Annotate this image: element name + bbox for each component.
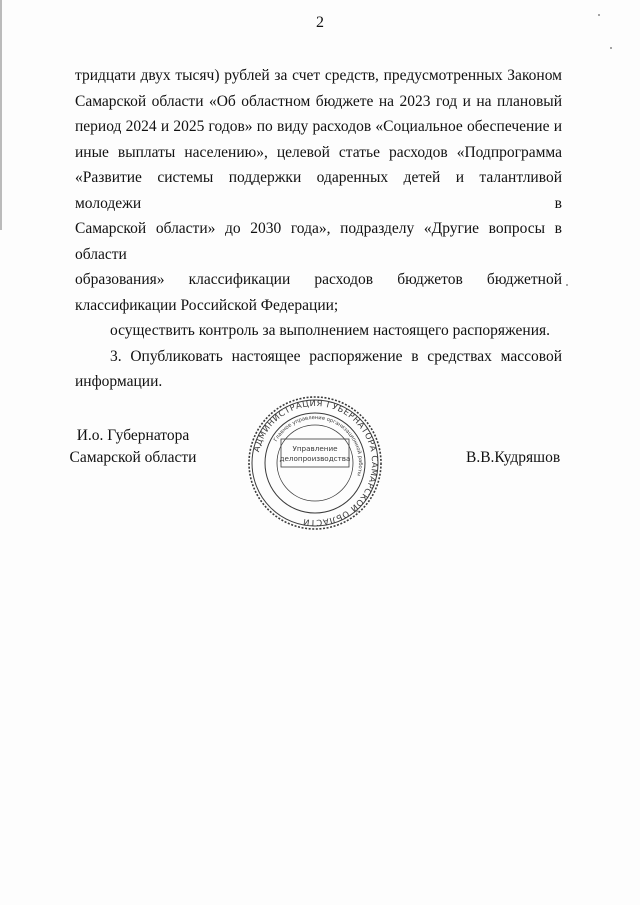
page-number: 2 [316,14,324,31]
signatory-title [68,425,198,469]
scan-speck [598,14,600,16]
body-line-1: тридцати двух тысяч) рублей за счет средств, предусмотренных Законом [75,67,562,84]
document-body [75,63,562,395]
control-paragraph: осуществить контроль за выполнением настоящего распоряжения. [110,322,551,339]
signatory-title-line-2: Самарской области [69,449,197,466]
scan-speck [610,47,612,49]
body-line-2: Самарской области «Об областном бюджете на 2023 год и на плановый [75,92,562,110]
seal-center-line-2: делопроизводства [279,454,351,463]
body-line-6: Самарской области» до 2030 года», подразделу «Другие вопросы в области [75,220,562,263]
body-line-8: классификации Российской Федерации; [75,296,339,314]
official-seal-stamp [247,395,383,531]
item-3-line-1: 3. Опубликовать настоящее распоряжение в средствах массовой [110,347,562,365]
scan-edge-line [0,0,2,230]
body-line-4: иные выплаты населению», целевой статье расходов «Подпрограмма [75,143,562,161]
body-line-5: «Развитие системы поддержки одаренных детей и талантливой молодежи в [75,169,562,212]
signatory-title-line-1: И.о. Губернатора [76,427,190,444]
item-3-line-2: информации. [75,373,163,390]
seal-inner-text: Главное управление организационной работы [272,414,364,477]
body-line-7: образования» классификации расходов бюджетов бюджетной [75,271,562,288]
body-line-3: период 2024 и 2025 годов» по виду расходов «Социальное обеспечение и [75,118,562,135]
scan-speck [566,284,568,286]
seal-center-line-1: Управление [292,444,338,453]
signatory-name: В.В.Кудряшов [466,449,561,466]
seal-outer-text: АДМИНИСТРАЦИЯ ГУБЕРНАТОРА САМАРСКОЙ ОБЛАСТИ [251,397,381,529]
